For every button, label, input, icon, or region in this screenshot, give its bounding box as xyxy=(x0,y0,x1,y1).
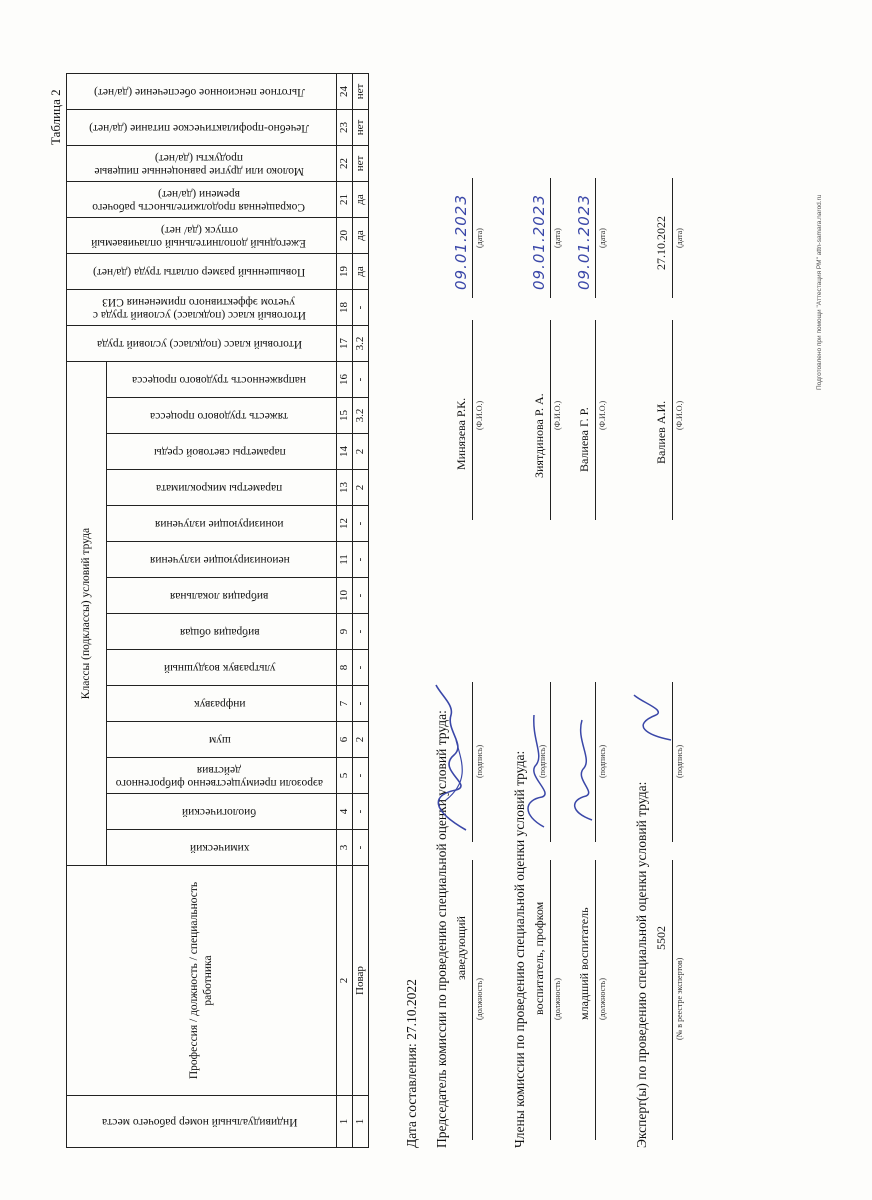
chairman-date-line xyxy=(472,178,473,298)
data-cell: - xyxy=(353,542,369,578)
index-cell: 18 xyxy=(337,290,353,326)
index-cell: 13 xyxy=(337,470,353,506)
header-classes-group: Классы (подклассы) условий труда xyxy=(67,362,107,866)
data-cell: 2 xyxy=(353,722,369,758)
index-cell: 11 xyxy=(337,542,353,578)
index-cell: 14 xyxy=(337,434,353,470)
data-cell: - xyxy=(353,686,369,722)
factor-header: напряженность трудового процесса xyxy=(107,362,337,398)
chairman-heading: Председатель комиссии по проведению специальной оценки условий труда: xyxy=(434,710,449,1148)
data-cell: да xyxy=(353,254,369,290)
caption-date: (дата) xyxy=(553,228,562,248)
index-cell: 1 xyxy=(337,1096,353,1148)
factor-header: инфразвук xyxy=(107,686,337,722)
footnote: Подготовлено при помощи "Аттестация РМ" attn-samara.narod.ru xyxy=(816,194,823,390)
member-2-date: 09.01.2023 xyxy=(575,194,593,290)
factor-header: параметры световой среды xyxy=(107,434,337,470)
caption-fio: (Ф.И.О.) xyxy=(598,400,607,430)
caption-position: (должность) xyxy=(475,978,484,1020)
member-1-fio-line xyxy=(550,320,551,520)
chairman-fio-line xyxy=(472,320,473,520)
member-1-signature-image xyxy=(514,685,554,835)
header-reduced-time: Сокращенная продолжительность рабочего времени (да/нет) xyxy=(67,182,337,218)
index-cell: 6 xyxy=(337,722,353,758)
data-cell: - xyxy=(353,830,369,866)
expert-date: 27.10.2022 xyxy=(654,216,668,270)
column-index-row xyxy=(337,74,353,1148)
index-cell: 4 xyxy=(337,794,353,830)
header-final-class-siz: Итоговый класс (подкласс) условий труда с учетом эффективного применения СИЗ xyxy=(67,290,337,326)
data-cell: да xyxy=(353,182,369,218)
chairman-fio: Минязева Р.К. xyxy=(454,397,468,470)
header-pension: Льготное пенсионное обеспечение (да/нет) xyxy=(67,74,337,110)
member-1-date: 09.01.2023 xyxy=(530,194,548,290)
data-cell: нет xyxy=(353,74,369,110)
experts-heading: Эксперт(ы) по проведению специальной оценки условий труда: xyxy=(634,781,649,1148)
header-final-class: Итоговый класс (подкласс) условий труда xyxy=(67,326,337,362)
index-cell: 10 xyxy=(337,578,353,614)
member-1-position-line xyxy=(550,860,551,1140)
expert-registry-line xyxy=(672,860,673,1140)
chairman-position-line xyxy=(472,860,473,1140)
header-profession: Профессия / должность / специальность работника xyxy=(67,866,337,1096)
caption-signature: (подпись) xyxy=(538,744,547,778)
member-2-date-line xyxy=(595,178,596,298)
member-1-position: воспитатель, профком xyxy=(532,901,546,1015)
caption-date: (дата) xyxy=(475,228,484,248)
index-cell: 15 xyxy=(337,398,353,434)
header-increased-pay: Повышенный размер оплаты труда (да/нет) xyxy=(67,254,337,290)
member-2-fio: Валиева Г. Р. xyxy=(577,407,591,472)
data-cell: 3.2 xyxy=(353,398,369,434)
index-cell: 24 xyxy=(337,74,353,110)
caption-registry: (№ в реестре экспертов) xyxy=(675,957,684,1040)
member-1-fio: Зиятдинова Р. А. xyxy=(532,393,546,478)
caption-date: (дата) xyxy=(675,228,684,248)
data-cell: 2 xyxy=(353,434,369,470)
expert-fio: Валиев А.И. xyxy=(654,400,668,464)
index-cell: 9 xyxy=(337,614,353,650)
caption-signature: (подпись) xyxy=(598,744,607,778)
index-cell: 3 xyxy=(337,830,353,866)
member-2-fio-line xyxy=(595,320,596,520)
index-cell: 8 xyxy=(337,650,353,686)
header-workplace-number: Индивидуальный номер рабочего места xyxy=(67,1096,337,1148)
data-cell: да xyxy=(353,218,369,254)
data-cell: нет xyxy=(353,146,369,182)
table-row xyxy=(353,74,369,1148)
caption-fio: (Ф.И.О.) xyxy=(675,400,684,430)
caption-fio: (Ф.И.О.) xyxy=(475,400,484,430)
data-cell: - xyxy=(353,650,369,686)
caption-signature: (подпись) xyxy=(675,744,684,778)
caption-position: (должность) xyxy=(553,978,562,1020)
index-cell: 19 xyxy=(337,254,353,290)
caption-date: (дата) xyxy=(598,228,607,248)
chairman-date: 09.01.2023 xyxy=(452,194,470,290)
data-cell: - xyxy=(353,794,369,830)
expert-fio-line xyxy=(672,320,673,520)
table-label: Таблица 2 xyxy=(48,89,63,145)
data-cell: 3.2 xyxy=(353,326,369,362)
index-cell: 2 xyxy=(337,866,353,1096)
data-cell: - xyxy=(353,614,369,650)
index-cell: 22 xyxy=(337,146,353,182)
index-cell: 21 xyxy=(337,182,353,218)
date-compiled: Дата составления: 27.10.2022 xyxy=(404,979,419,1148)
data-cell: - xyxy=(353,506,369,542)
data-cell: - xyxy=(353,290,369,326)
caption-signature: (подпись) xyxy=(475,744,484,778)
chairman-signature-image xyxy=(426,680,476,840)
member-2-signature-image xyxy=(560,680,600,830)
data-cell: - xyxy=(353,578,369,614)
factor-header: биологический xyxy=(107,794,337,830)
header-medical-food: Лечебно-профилактическое питание (да/нет) xyxy=(67,110,337,146)
factor-header: ионизирующие излучения xyxy=(107,506,337,542)
member-2-position-line xyxy=(595,860,596,1140)
expert-signature-image xyxy=(626,680,676,760)
header-annual-leave: Ежегодный дополнительный оплачиваемый отпуск (да/ нет) xyxy=(67,218,337,254)
sout-summary-table xyxy=(66,73,369,1148)
caption-position: (должность) xyxy=(598,978,607,1020)
expert-registry-number: 5502 xyxy=(654,926,668,950)
members-heading: Члены комиссии по проведению специальной оценки условий труда: xyxy=(512,750,527,1148)
index-cell: 23 xyxy=(337,110,353,146)
factor-header: параметры микроклимата xyxy=(107,470,337,506)
factor-header: химический xyxy=(107,830,337,866)
factor-header: вибрация общая xyxy=(107,614,337,650)
index-cell: 17 xyxy=(337,326,353,362)
factor-header: тяжесть трудового процесса xyxy=(107,398,337,434)
factor-header: ультразвук воздушный xyxy=(107,650,337,686)
factor-header: неионизирующие излучения xyxy=(107,542,337,578)
index-cell: 5 xyxy=(337,758,353,794)
index-cell: 12 xyxy=(337,506,353,542)
index-cell: 20 xyxy=(337,218,353,254)
member-1-date-line xyxy=(550,178,551,298)
index-cell: 16 xyxy=(337,362,353,398)
data-cell: 2 xyxy=(353,470,369,506)
rotated-sheet xyxy=(26,40,846,1160)
chairman-position: заведующий xyxy=(454,916,468,980)
factor-header: аэрозоли преимущественно фиброгенного действия xyxy=(107,758,337,794)
header-milk: Молоко или другие равноценные пищевые продукты (да/нет) xyxy=(67,146,337,182)
member-2-position: младший воспитатель xyxy=(577,907,591,1020)
data-cell: нет xyxy=(353,110,369,146)
caption-fio: (Ф.И.О.) xyxy=(553,400,562,430)
factor-header: вибрация локальная xyxy=(107,578,337,614)
data-cell: - xyxy=(353,758,369,794)
data-cell: - xyxy=(353,362,369,398)
index-cell: 7 xyxy=(337,686,353,722)
factor-header: шум xyxy=(107,722,337,758)
data-cell: 1 xyxy=(353,1096,369,1148)
data-cell: Повар xyxy=(353,866,369,1096)
expert-date-line xyxy=(672,178,673,298)
